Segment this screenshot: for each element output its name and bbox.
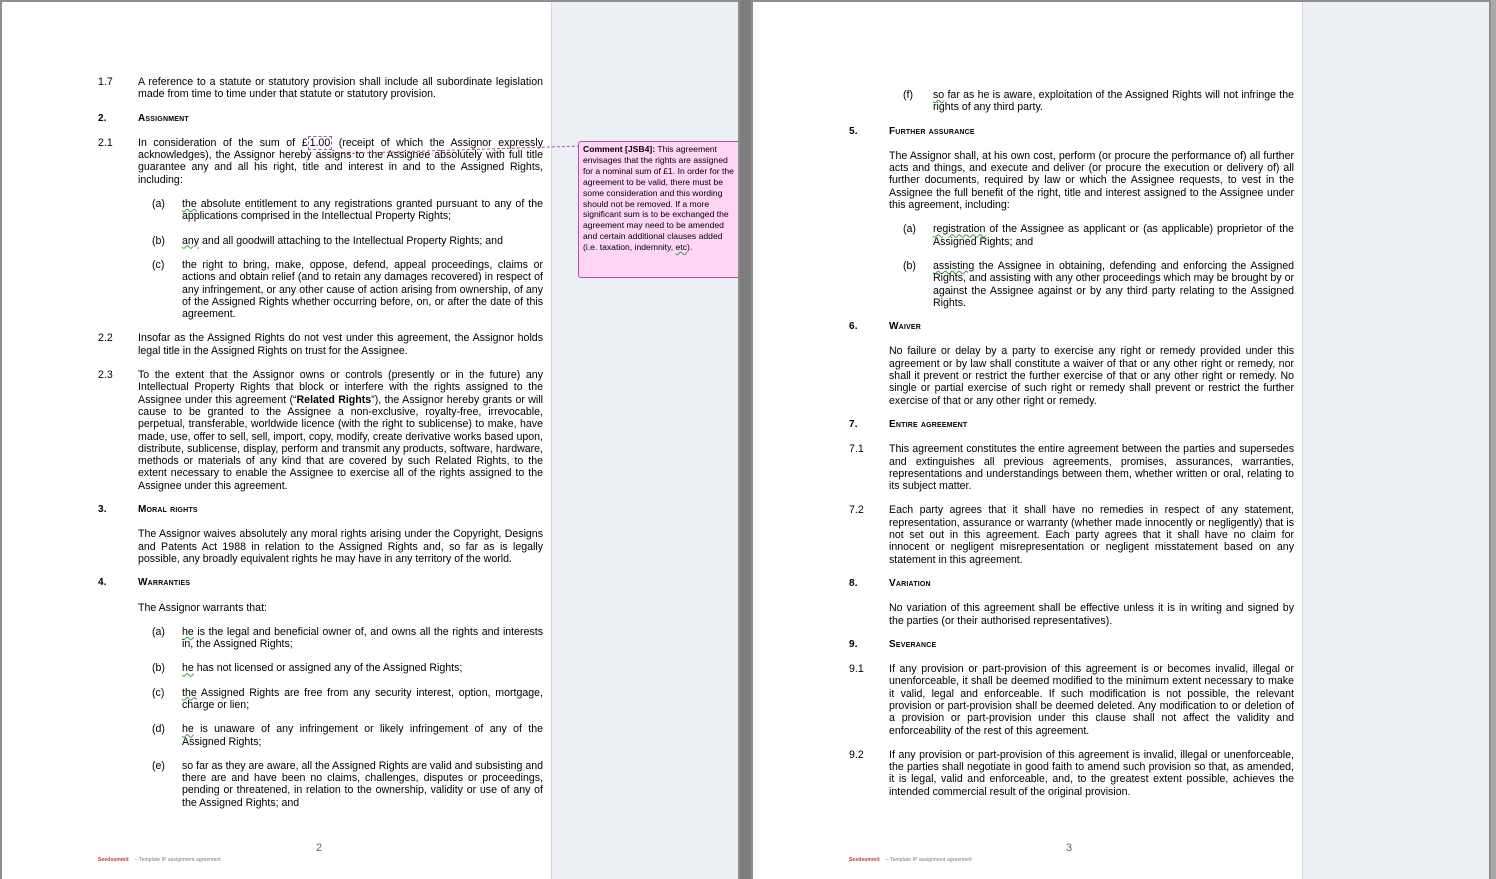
page-3-content (849, 89, 1294, 798)
page-2-content (98, 76, 543, 809)
page-gutter (740, 0, 751, 879)
clause-4-b[interactable]: (b) he has not licensed or assigned any of the Assigned Rights; (152, 662, 463, 675)
clause-2-1-c[interactable]: (c) the right to bring, make, oppose, defend, appeal proceedings, claims or actions and obtain relief (and to retain any damages recovered) in respect of any infringement, or any other cause of action arising from ownership, of any of the Assigned Rights whether occurring before, on, or after the date of this agreement. (152, 258, 543, 321)
clause-7-1[interactable]: 7.1 This agreement constitutes the entire agreement between the parties and supersedes and extinguishes all previous agreements, promises, assurances, warranties, representations and understandings between them, whether written or oral, relating to its subject matter. (849, 443, 1294, 493)
clause-9-1[interactable]: 9.1 If any provision or part-provision of this agreement is or becomes invalid, illegal or unenforceable, it shall be deemed modified to the minimum extent necessary to make it valid, legal and enforceable. If such modification is not possible, the relevant provision or part-provision shall be deemed deleted. Any modification to or deletion of a provision or part-provision under this clause shall not affect the validity and enforceability of the rest of this agreement. (849, 663, 1294, 737)
clause-4-f[interactable]: (f) so far as he is aware, exploitation of the Assigned Rights will not infringe the rights of any third party. (903, 89, 1294, 114)
clause-5-a[interactable]: (a) registration of the Assignee as applicant or (as applicable) proprietor of the Assigned Rights; and (903, 223, 1294, 248)
clause-2-1[interactable]: 2.1 In consideration of the sum of £ 1.00 (receipt of which the Assignor expressly acknowledges), the Assignor hereby assigns to the Assignee absolutely with full title guarantee any and all his right, title and interest in and to the Assigned Rights, including: (98, 136, 543, 186)
page-number: 2 (316, 842, 323, 854)
heading-warranties[interactable]: 4. Warranties (98, 577, 191, 589)
page-number: 3 (1066, 842, 1073, 854)
consideration-amount[interactable]: 1.00 (309, 136, 331, 149)
clause-2-3[interactable]: 2.3 To the extent that the Assignor owns or controls (presently or in the future) any Intellectual Property Rights that block or interfere with the rights assigned to the Assignee under this agreement (“Related Rights”), the Assignor hereby grants or will cause to be granted to the Assignee a non-exclusive, royalty-free, irrevocable, perpetual, transferable, worldwide licence (with the right to sublicense) to make, have made, use, offer to sell, sell, import, copy, modify, create derivative works based upon, distribute, sublicense, display, perform and transmit any products, software, hardware, methods or materials of any kind that are covered by such Related Rights, to the extent necessary to enable the Assignee to exercise all of the rights assigned to the Assignee under this agreement. (98, 369, 543, 492)
clause-1-7[interactable]: 1.7 A reference to a statute or statutory provision shall include all subordinate legislation made from time to time under that statute or statutory provision. (98, 76, 543, 101)
markup-pane (551, 2, 738, 879)
comment-connector-line (332, 144, 580, 156)
clause-7-2[interactable]: 7.2 Each party agrees that it shall have no remedies in respect of any statement, representation, assurance or warranty (whether made innocently or negligently) that is not set out in this agreement. Each party agrees that it shall have no claim for innocent or negligent misrepresentation or negligent misstatement based on any statement in this agreement. (849, 504, 1294, 566)
clause-2-1-a[interactable]: (a) the absolute entitlement to any registrations granted pursuant to any of the applications comprised in the Intellectual Property Rights; (152, 198, 543, 223)
clause-5[interactable]: The Assignor shall, at his own cost, perform (or procure the performance of) all further acts and things, and execute and deliver (or procure the execution or delivery of) all further documents, required by law or which the Assignee requests, to vest in the Assignee the full benefit of the right, title and interest assigned to the Assignee under this agreement, including: (889, 149, 1294, 212)
page-footer: Seedsummit – Template IP assignment agreement (849, 857, 972, 863)
clause-4-a[interactable]: (a) he is the legal and beneficial owner of, and owns all the rights and interests in, the Assigned Rights; (152, 625, 543, 651)
clause-9-2[interactable]: 9.2 If any provision or part-provision of this agreement is invalid, illegal or unenforceable, the parties shall negotiate in good faith to amend such provision so that, as amended, it is legal, valid and enforceable, and, to the greatest extent possible, achieves the intended commercial result of the original provision. (849, 748, 1294, 798)
heading-severance[interactable]: 9. Severance (849, 638, 937, 650)
heading-further-assurance[interactable]: 5. Further assurance (849, 125, 975, 137)
clause-4-e[interactable]: (e) so far as they are aware, all the Assigned Rights are valid and subsisting and there are and have been no claims, challenges, disputes or proceedings, pending or threatened, in relation to the ownership, validity or use of any of the Assigned Rights; and (152, 759, 543, 809)
document-page-3 (753, 2, 1489, 879)
clause-6[interactable]: No failure or delay by a party to exercise any right or remedy provided under this agreement or by law shall constitute a waiver of that or any other right or remedy, nor shall it prevent or restrict the further exercise of that or any other right or remedy. No single or partial exercise of such right or remedy shall prevent or restrict the further exercise of that or any other right or remedy. (889, 345, 1294, 407)
document-page-2 (2, 2, 738, 879)
window-edge (1491, 0, 1496, 879)
heading-variation[interactable]: 8. Variation (849, 577, 931, 589)
footer-brand: Seedsummit (98, 857, 129, 863)
heading-waiver[interactable]: 6. Waiver (849, 321, 922, 333)
markup-pane (1302, 2, 1489, 879)
clause-2-1-b[interactable]: (b) any and all goodwill attaching to the Intellectual Property Rights; and (152, 234, 503, 247)
comment-balloon[interactable]: Comment [JSB4]: This agreement envisages that the rights are assigned for a nominal sum of £1. In order for the agreement to be valid, there must be some consideration and this wording should not be removed. If a more significant sum is to be exchanged the agreement may need to be amended and certain additional clauses added (i.e. taxation, indemnity, etc). (578, 141, 738, 278)
clause-8[interactable]: No variation of this agreement shall be effective unless it is in writing and signed by the parties (or their authorised representatives). (889, 602, 1294, 627)
heading-entire-agreement[interactable]: 7. Entire agreement (849, 418, 968, 430)
clause-5-b[interactable]: (b) assisting the Assignee in obtaining, defending and enforcing the Assigned Rights, and assisting with any other proceedings which may be brought by or against the Assignee against or by any third party relating to the Assigned Rights. (903, 259, 1294, 309)
page-footer: Seedsummit – Template IP assignment agreement (98, 857, 221, 863)
clause-4-d[interactable]: (d) he is unaware of any infringement or likely infringement of any of the Assigned Rights; (152, 723, 543, 748)
heading-moral-rights[interactable]: 3. Moral rights (98, 504, 198, 516)
footer-brand: Seedsummit (849, 857, 880, 863)
clause-number: 1.7 (98, 76, 113, 88)
clause-4-c[interactable]: (c) the Assigned Rights are free from any security interest, option, mortgage, charge or lien; (152, 686, 543, 711)
clause-2-2[interactable]: 2.2 Insofar as the Assigned Rights do not vest under this agreement, the Assignor holds legal title in the Assigned Rights on trust for the Assignee. (98, 332, 543, 357)
clause-3[interactable]: The Assignor waives absolutely any moral rights arising under the Copyright, Designs and Patents Act 1988 in relation to the Assigned Rights and, so far as is legally possible, any broadly equivalent rights he may have in any territory of the world. (138, 528, 543, 565)
comment-title: Comment [JSB4]: (583, 144, 656, 154)
heading-assignment[interactable]: 2. Assignment (98, 112, 189, 124)
clause-4-intro[interactable]: The Assignor warrants that: (138, 601, 267, 614)
